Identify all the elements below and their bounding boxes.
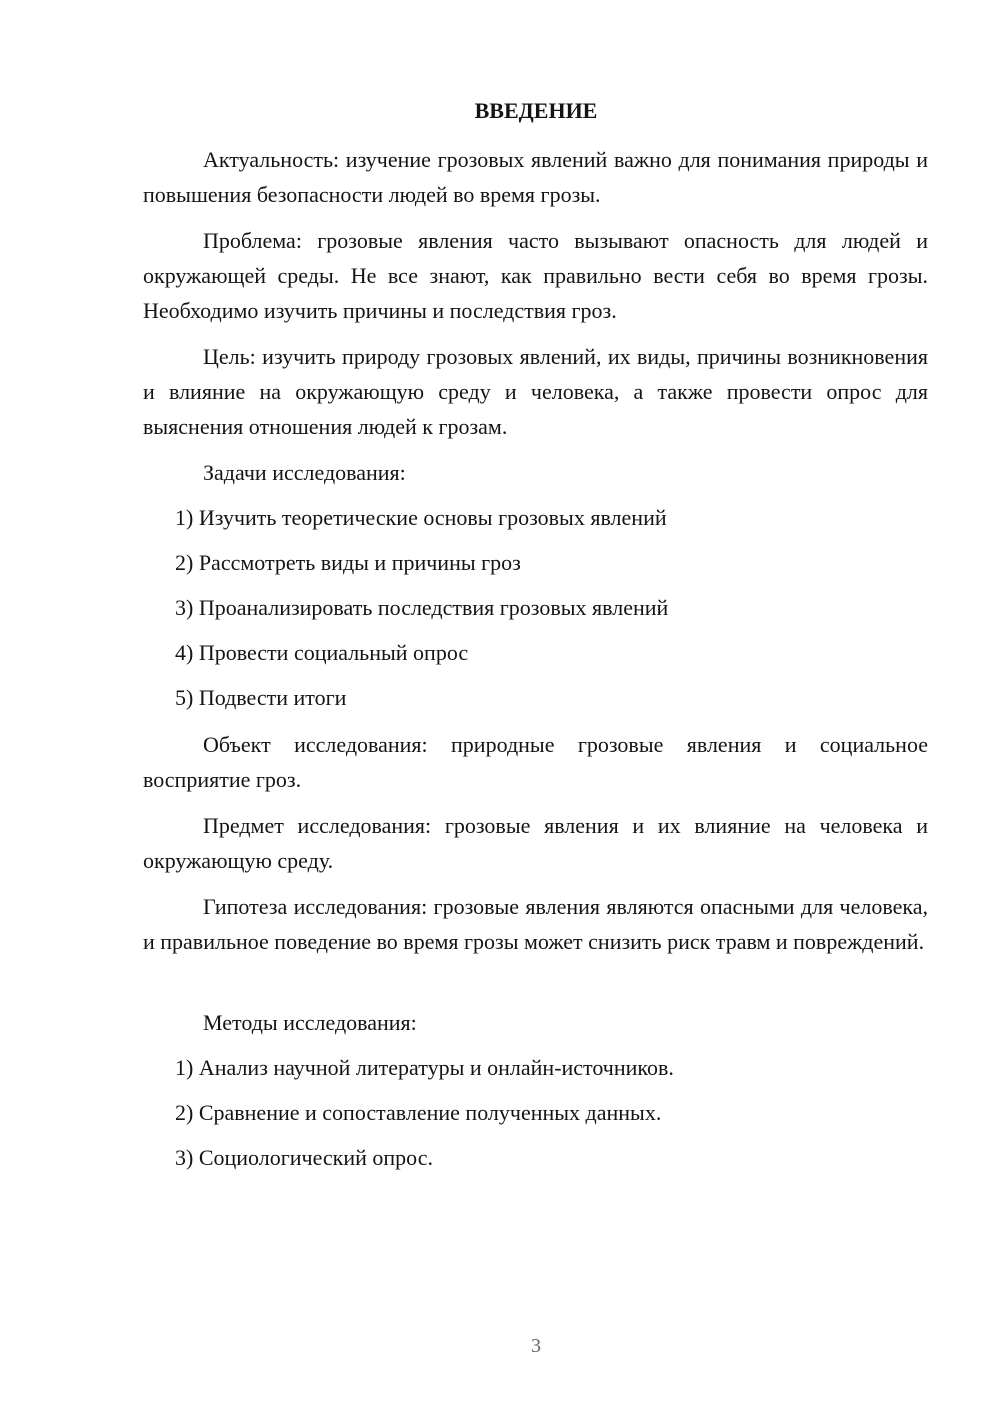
task-item-5: 5) Подвести итоги <box>175 685 347 710</box>
object-paragraph: Объект исследования: природные грозовые явления и социальное восприятие гроз. <box>143 732 928 792</box>
task-item-1: 1) Изучить теоретические основы грозовых явлений <box>175 505 667 530</box>
hypothesis-paragraph: Гипотеза исследования: грозовые явления являются опасными для человека, и правильное поведение во время грозы может снизить риск травм и повреждений. <box>143 894 928 954</box>
method-item-1: 1) Анализ научной литературы и онлайн-источников. <box>175 1055 674 1080</box>
page-number: 3 <box>531 1335 541 1357</box>
tasks-heading: Задачи исследования: <box>203 460 406 485</box>
method-item-2: 2) Сравнение и сопоставление полученных данных. <box>175 1100 662 1125</box>
task-item-4: 4) Провести социальный опрос <box>175 640 469 665</box>
method-item-3: 3) Социологический опрос. <box>175 1145 433 1170</box>
goal-paragraph: Цель: изучить природу грозовых явлений, их виды, причины возникновения и влияние на окружающую среду и человека, а также провести опрос для выяснения отношения людей к грозам. <box>143 344 928 439</box>
subject-paragraph: Предмет исследования: грозовые явления и их влияние на человека и окружающую среду. <box>143 813 928 873</box>
task-item-2: 2) Рассмотреть виды и причины гроз <box>175 550 521 575</box>
page-title: ВВЕДЕНИЕ <box>474 98 598 123</box>
methods-heading: Методы исследования: <box>203 1010 417 1035</box>
problem-paragraph: Проблема: грозовые явления часто вызывают опасность для людей и окружающей среды. Не все знают, как правильно вести себя во время грозы. Необходимо изучить причины и последствия гроз. <box>143 228 928 323</box>
relevance-paragraph: Актуальность: изучение грозовых явлений важно для понимания природы и повышения безопасности людей во время грозы. <box>143 147 928 207</box>
task-item-3: 3) Проанализировать последствия грозовых явлений <box>175 595 669 620</box>
